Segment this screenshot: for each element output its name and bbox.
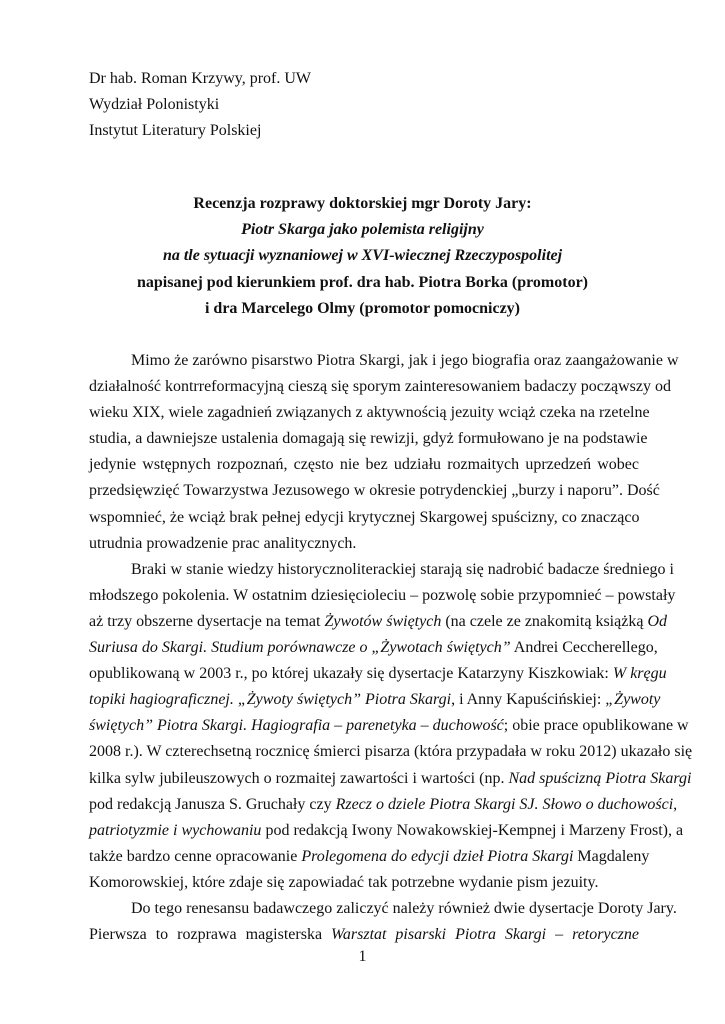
review-title — [80, 191, 645, 322]
faculty-name: Wydział Polonistyki — [89, 96, 220, 113]
text-line: topiki hagiograficznej. „Żywoty świętych” Piotra Skargi, i Anny Kapuścińskiej: „Żywoty — [89, 691, 661, 709]
book-title: W kręgu — [612, 665, 667, 683]
text-line: utrudnia prowadzenie prac analitycznych. — [89, 534, 357, 552]
text-line: młodszego pokolenia. W ostatnim dziesięcioleciu – pozwolę sobie przypomnieć – powstały — [89, 586, 676, 604]
book-title: Od — [647, 612, 667, 630]
text-line: działalność kontrreformacyjną cieszą się sporym zainteresowaniem badaczy począwszy od — [89, 378, 671, 396]
text-line: jedynie wstępnych rozpoznań, często nie bez udziału rozmaitych uprzedzeń wobec — [89, 456, 639, 474]
body-text — [89, 348, 693, 948]
book-title: „Żywoty — [605, 691, 661, 709]
text-line: przedsięwzięć Towarzystwa Jezusowego w okresie potrydenckiej „burzy i naporu”. Dość — [89, 482, 660, 500]
text-line: Do tego renesansu badawczego zaliczyć należy również dwie dysertacje Doroty Jary. — [131, 899, 677, 917]
title-line-1: Recenzja rozprawy doktorskiej mgr Doroty Jary: — [193, 195, 532, 212]
text-line: 2008 r.). W czterechsetną rocznicę śmierci pisarza (która przypadała w roku 2012) ukazało się — [89, 743, 693, 761]
text-line: wspomnieć, że wciąż brak pełnej edycji krytycznej Skargowej spuścizny, co znacząco — [89, 508, 640, 526]
book-title: Nad spuścizną Piotra Skargi — [508, 769, 692, 787]
text-line: Suriusa do Skargi. Studium porównawcze o „Żywotach świętych” Andrei Ceccherellego, — [89, 639, 658, 657]
author-header — [89, 66, 311, 144]
book-title: Warsztat pisarski Piotra Skargi – retoryczne — [331, 926, 640, 944]
page-number: 1 — [358, 948, 367, 965]
text-line: patriotyzmie i wychowaniu pod redakcją Iwony Nowakowskiej-Kempnej i Marzeny Frost), a — [89, 821, 684, 839]
text-line: opublikowaną w 2003 r., po której ukazały się dysertacje Katarzyny Kiszkowiak: W kręgu — [89, 665, 667, 683]
book-title: patriotyzmie i wychowaniu — [89, 821, 262, 839]
text-line: aż trzy obszerne dysertacje na temat Żywotów świętych (na czele ze znakomitą książką Od — [89, 612, 667, 630]
book-title: Rzecz o dziele Piotra Skargi SJ. Słowo o duchowości, — [335, 795, 678, 813]
text-line: świętych” Piotra Skargi. Hagiografia – parenetyka – duchowość; obie prace opublikowane w — [89, 717, 689, 735]
book-title: Suriusa do Skargi. Studium porównawcze o „Żywotach świętych” — [89, 639, 511, 657]
text-line: kilka sylw jubileuszowych o rozmaitej zawartości i wartości (np. Nad spuścizną Piotra Skargi — [89, 769, 692, 787]
book-title: Prolegomena do edycji dzieł Piotra Skargi — [301, 847, 574, 865]
text-line: Komorowskiej, które zdaje się zapowiadać tak potrzebne wydanie pism jezuity. — [89, 873, 599, 891]
author-name: Dr hab. Roman Krzywy, prof. UW — [89, 70, 312, 87]
text-line: Braki w stanie wiedzy historycznoliterackiej starają się nadrobić badacze średniego i — [131, 560, 674, 578]
book-title: świętych” Piotra Skargi. Hagiografia – parenetyka – duchowość — [89, 717, 504, 735]
institute-name: Instytut Literatury Polskiej — [89, 122, 262, 139]
text-line: także bardzo cenne opracowanie Prolegomena do edycji dzieł Piotra Skargi Magdaleny — [89, 847, 650, 865]
text-line: Pierwsza to rozprawa magisterska Warsztat pisarski Piotra Skargi – retoryczne — [89, 926, 640, 944]
title-line-3: na tle sytuacji wyznaniowej w XVI-wiecznej Rzeczypospolitej — [162, 247, 563, 265]
text-line: studia, a dawniejsze ustalenia domagają się rewizji, gdyż formułowano je na podstawie — [89, 430, 648, 448]
book-title: Żywotów świętych — [324, 612, 442, 630]
text-line: pod redakcją Janusza S. Gruchały czy Rzecz o dziele Piotra Skargi SJ. Słowo o duchowości, — [89, 795, 678, 813]
title-line-2: Piotr Skarga jako polemista religijny — [241, 221, 484, 239]
text-line: wieku XIX, wiele zagadnień związanych z aktywnością jezuity wciąż czeka na rzetelne — [89, 404, 650, 422]
title-line-5: i dra Marcelego Olmy (promotor pomocniczy) — [204, 299, 521, 317]
text-line: Mimo że zarówno pisarstwo Piotra Skargi, jak i jego biografia oraz zaangażowanie w — [131, 352, 679, 369]
book-title: topiki hagiograficznej. „Żywoty świętych” Piotra Skargi — [89, 691, 452, 709]
title-line-4: napisanej pod kierunkiem prof. dra hab. Piotra Borka (promotor) — [137, 273, 588, 291]
